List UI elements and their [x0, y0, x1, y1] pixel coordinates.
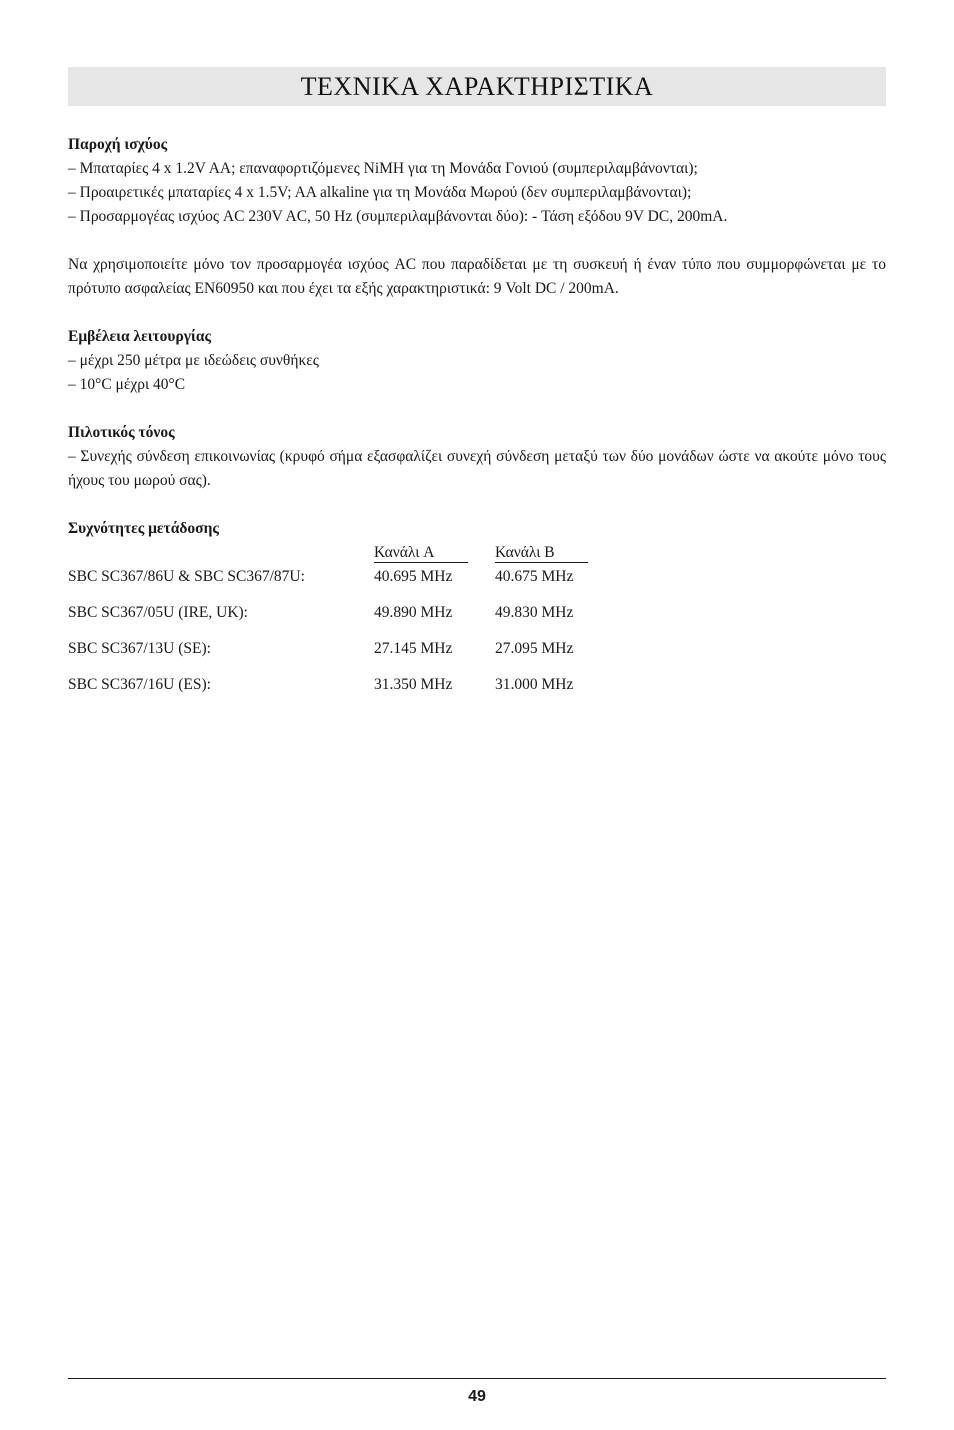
- pilot-section: [68, 421, 886, 493]
- pilot-heading: Πιλοτικός τόνος: [68, 424, 175, 441]
- channel-b-cell: 27.095 MHz: [495, 640, 574, 657]
- channel-b-cell: 40.675 MHz: [495, 568, 574, 585]
- power-item: – Προαιρετικές μπαταρίες 4 x 1.5V; AA alkaline για τη Μονάδα Μωρού (δεν συμπεριλαμβάνονται);: [68, 184, 692, 201]
- frequency-table-header: [68, 541, 595, 565]
- adapter-note: Να χρησιμοποιείτε μόνο τον προσαρμογέα ισχύος AC που παραδίδεται με τη συσκευή ή έναν τύπο που συμμορφώνεται με το πρότυπο ασφαλείας EN60950 και που έχει τα εξής χαρακτηριστικά: 9 Volt DC / 200mA.: [68, 256, 886, 297]
- frequency-table: [68, 541, 595, 709]
- frequency-section: [68, 517, 886, 709]
- power-section: [68, 133, 886, 229]
- adapter-note-section: [68, 253, 886, 301]
- channel-a-cell: 27.145 MHz: [374, 640, 453, 657]
- title-banner: [68, 67, 886, 106]
- channel-b-header: Κανάλι B: [495, 544, 588, 563]
- range-section: [68, 325, 886, 397]
- channel-b-cell: 31.000 MHz: [495, 676, 574, 693]
- page-title: ΤΕΧΝΙΚΑ ΧΑΡΑΚΤΗΡΙΣΤΙΚΑ: [300, 71, 654, 101]
- channel-a-cell: 49.890 MHz: [374, 604, 453, 621]
- table-row: [68, 565, 595, 601]
- channel-a-cell: 40.695 MHz: [374, 568, 453, 585]
- document-body: [68, 133, 886, 709]
- table-row: [68, 601, 595, 637]
- power-item: – Προσαρμογέας ισχύος AC 230V AC, 50 Hz (συμπεριλαμβάνονται δύο): - Τάση εξόδου 9V DC, 200mA.: [68, 208, 728, 225]
- page-number: 49: [468, 1388, 486, 1405]
- frequency-heading: Συχνότητες μετάδοσης: [68, 520, 219, 537]
- table-row: [68, 673, 595, 709]
- channel-a-cell: 31.350 MHz: [374, 676, 453, 693]
- range-item: – 10°C μέχρι 40°C: [68, 376, 186, 393]
- model-cell: SBC SC367/16U (ES):: [68, 676, 211, 693]
- model-cell: SBC SC367/13U (SE):: [68, 640, 211, 657]
- channel-a-header: Κανάλι A: [374, 544, 468, 563]
- range-item: – μέχρι 250 μέτρα με ιδεώδεις συνθήκες: [68, 352, 319, 369]
- range-heading: Εμβέλεια λειτουργίας: [68, 328, 212, 345]
- table-row: [68, 637, 595, 673]
- channel-b-cell: 49.830 MHz: [495, 604, 574, 621]
- model-cell: SBC SC367/86U & SBC SC367/87U:: [68, 568, 305, 585]
- power-heading: Παροχή ισχύος: [68, 136, 168, 153]
- pilot-text: – Συνεχής σύνδεση επικοινωνίας (κρυφό σήμα εξασφαλίζει συνεχή σύνδεση μεταξύ των δύο μονάδων ώστε να ακούτε μόνο τους ήχους του μωρού σας).: [68, 448, 886, 489]
- power-item: – Μπαταρίες 4 x 1.2V AA; επαναφορτιζόμενες NiMH για τη Μονάδα Γονιού (συμπεριλαμβάνονται);: [68, 160, 698, 177]
- footer-rule: [68, 1378, 886, 1379]
- model-cell: SBC SC367/05U (IRE, UK):: [68, 604, 248, 621]
